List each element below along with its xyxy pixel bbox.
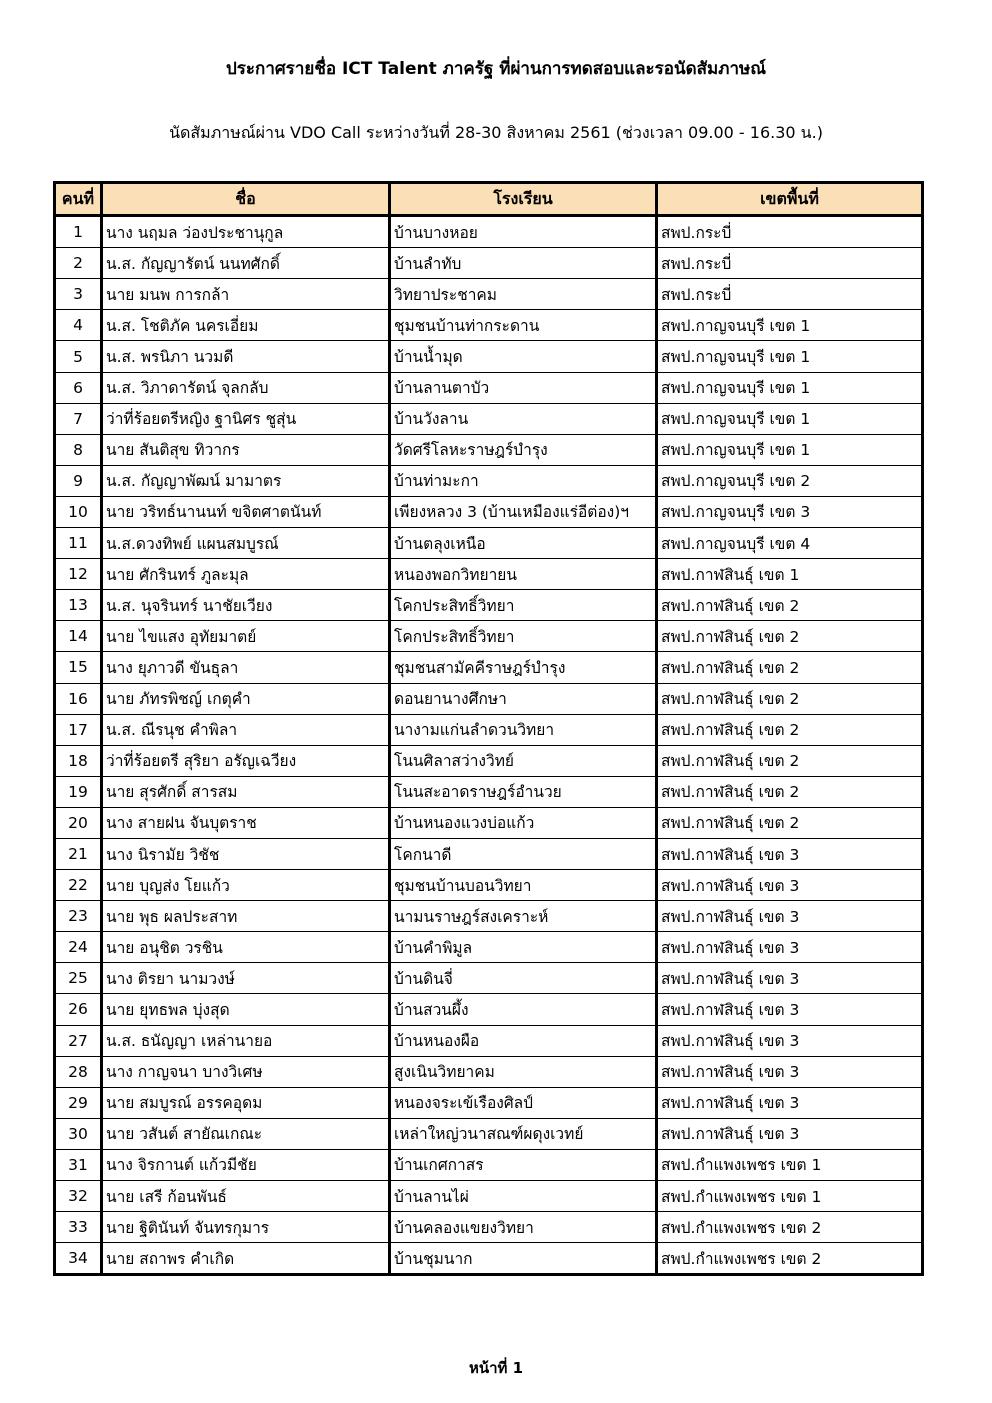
table-row (55, 1212, 923, 1243)
cell-school: วิทยาประชาคม (390, 279, 657, 310)
cell-area: สพป.กำแพงเพชร เขต 2 (657, 1212, 923, 1243)
cell-area: สพป.กาญจนบุรี เขต 1 (657, 434, 923, 465)
table-row (55, 1243, 923, 1275)
column-header-school: โรงเรียน (390, 183, 657, 216)
cell-area: สพป.กาฬสินธุ์ เขต 3 (657, 1087, 923, 1118)
cell-school: บ้านชุมนาก (390, 1243, 657, 1275)
cell-school: บ้านลำทับ (390, 248, 657, 279)
cell-number: 17 (55, 714, 102, 745)
cell-school: สูงเนินวิทยาคม (390, 1056, 657, 1087)
column-header-area: เขตพื้นที่ (657, 183, 923, 216)
cell-area: สพป.กาฬสินธุ์ เขต 2 (657, 621, 923, 652)
cell-name: นาย ศักรินทร์ ภูละมุล (102, 559, 390, 590)
cell-name: นาย ยุทธพล บุ่งสุด (102, 994, 390, 1025)
cell-name: นาย พุธ ผลประสาท (102, 901, 390, 932)
column-header-name: ชื่อ (102, 183, 390, 216)
cell-name: นาย เสรี ก้อนพันธ์ (102, 1181, 390, 1212)
cell-number: 28 (55, 1056, 102, 1087)
cell-number: 6 (55, 372, 102, 403)
cell-school: โคกประสิทธิ์วิทยา (390, 590, 657, 621)
table-row (55, 683, 923, 714)
cell-school: บ้านหนองแวงบ่อแก้ว (390, 807, 657, 838)
cell-area: สพป.กระบี่ (657, 248, 923, 279)
cell-area: สพป.กาฬสินธุ์ เขต 2 (657, 714, 923, 745)
cell-name: นาย ไขแสง อุทัยมาตย์ (102, 621, 390, 652)
cell-school: โนนศิลาสว่างวิทย์ (390, 745, 657, 776)
table-row (55, 776, 923, 807)
cell-area: สพป.กาฬสินธุ์ เขต 3 (657, 1056, 923, 1087)
cell-name: นาง ติรยา นามวงษ์ (102, 963, 390, 994)
table-row (55, 434, 923, 465)
cell-number: 29 (55, 1087, 102, 1118)
cell-school: บ้านเกศกาสร (390, 1149, 657, 1180)
table-row (55, 465, 923, 496)
cell-name: นาง ยุภาวดี ขันธุลา (102, 652, 390, 683)
column-header-number: คนที่ (55, 183, 102, 216)
cell-name: นาย บุญส่ง โยแก้ว (102, 870, 390, 901)
cell-school: ดอนยานางศึกษา (390, 683, 657, 714)
cell-name: น.ส. โชติภัค นครเอี่ยม (102, 310, 390, 341)
table-row (55, 1118, 923, 1149)
cell-number: 11 (55, 528, 102, 559)
cell-number: 16 (55, 683, 102, 714)
cell-school: บ้านวังลาน (390, 403, 657, 434)
table-row (55, 403, 923, 434)
table-row (55, 870, 923, 901)
cell-number: 20 (55, 807, 102, 838)
cell-number: 9 (55, 465, 102, 496)
table-row (55, 1025, 923, 1056)
cell-number: 31 (55, 1149, 102, 1180)
cell-name: นาย มนพ การกล้า (102, 279, 390, 310)
cell-area: สพป.กาฬสินธุ์ เขต 3 (657, 901, 923, 932)
cell-school: โนนสะอาดราษฎร์อำนวย (390, 776, 657, 807)
table-row (55, 807, 923, 838)
table-row (55, 714, 923, 745)
cell-school: บ้านน้ำมุด (390, 341, 657, 372)
cell-school: หนองจระเข้เรืองศิลป์ (390, 1087, 657, 1118)
cell-name: น.ส. กัญญารัตน์ นนทศักดิ์ (102, 248, 390, 279)
cell-name: น.ส. กัญญาพัฒน์ มามาตร (102, 465, 390, 496)
cell-name: นาง กาญจนา บางวิเศษ (102, 1056, 390, 1087)
cell-school: โคกประสิทธิ์วิทยา (390, 621, 657, 652)
table-row (55, 652, 923, 683)
cell-school: นางามแก่นลำดวนวิทยา (390, 714, 657, 745)
cell-school: เหล่าใหญ่วนาสณฑ์ผดุงเวทย์ (390, 1118, 657, 1149)
cell-area: สพป.กาฬสินธุ์ เขต 3 (657, 1118, 923, 1149)
cell-area: สพป.กาญจนบุรี เขต 4 (657, 528, 923, 559)
cell-name: นาย ฐิตินันท์ จันทรกุมาร (102, 1212, 390, 1243)
cell-name: น.ส. ธนัญญา เหล่านายอ (102, 1025, 390, 1056)
cell-area: สพป.กาฬสินธุ์ เขต 3 (657, 994, 923, 1025)
cell-area: สพป.กำแพงเพชร เขต 1 (657, 1181, 923, 1212)
cell-name: นาย สมบูรณ์ อรรคอุดม (102, 1087, 390, 1118)
table-row (55, 1181, 923, 1212)
cell-school: ชุมชนบ้านท่ากระดาน (390, 310, 657, 341)
table-row (55, 932, 923, 963)
cell-area: สพป.กระบี่ (657, 216, 923, 248)
cell-area: สพป.กาฬสินธุ์ เขต 2 (657, 652, 923, 683)
cell-area: สพป.กาญจนบุรี เขต 1 (657, 372, 923, 403)
cell-area: สพป.กาฬสินธุ์ เขต 3 (657, 870, 923, 901)
cell-number: 24 (55, 932, 102, 963)
table-row (55, 496, 923, 527)
table-row (55, 963, 923, 994)
table-row (55, 1056, 923, 1087)
cell-area: สพป.กาฬสินธุ์ เขต 2 (657, 745, 923, 776)
cell-number: 10 (55, 496, 102, 527)
cell-number: 8 (55, 434, 102, 465)
cell-school: เพียงหลวง 3 (บ้านเหมืองแร่อีต่อง)ฯ (390, 496, 657, 527)
cell-name: นาย ภัทรพิชญ์ เกตุคำ (102, 683, 390, 714)
cell-number: 12 (55, 559, 102, 590)
cell-name: น.ส.ดวงทิพย์ แผนสมบูรณ์ (102, 528, 390, 559)
cell-school: นามนราษฎร์สงเคราะห์ (390, 901, 657, 932)
table-row (55, 901, 923, 932)
cell-school: บ้านหนองผือ (390, 1025, 657, 1056)
cell-area: สพป.กาฬสินธุ์ เขต 3 (657, 838, 923, 869)
table-row (55, 559, 923, 590)
cell-number: 4 (55, 310, 102, 341)
cell-name: ว่าที่ร้อยตรีหญิง ฐานิศร ชูสุ่น (102, 403, 390, 434)
cell-number: 32 (55, 1181, 102, 1212)
cell-number: 3 (55, 279, 102, 310)
cell-name: นาย อนุชิต วรชิน (102, 932, 390, 963)
cell-school: โคกนาดี (390, 838, 657, 869)
cell-number: 5 (55, 341, 102, 372)
table-row (55, 745, 923, 776)
cell-name: นาง จิรกานต์ แก้วมีชัย (102, 1149, 390, 1180)
cell-area: สพป.กาฬสินธุ์ เขต 2 (657, 807, 923, 838)
cell-name: ว่าที่ร้อยตรี สุริยา อรัญเฉวียง (102, 745, 390, 776)
candidate-table (53, 181, 924, 1276)
cell-number: 21 (55, 838, 102, 869)
cell-name: นาย สถาพร คำเกิด (102, 1243, 390, 1275)
table-row (55, 216, 923, 248)
cell-school: วัดศรีโลหะราษฎร์บำรุง (390, 434, 657, 465)
table-row (55, 279, 923, 310)
cell-school: ชุมชนบ้านบอนวิทยา (390, 870, 657, 901)
cell-name: น.ส. พรนิภา นวมดี (102, 341, 390, 372)
cell-school: บ้านคลองแขยงวิทยา (390, 1212, 657, 1243)
cell-number: 22 (55, 870, 102, 901)
cell-number: 23 (55, 901, 102, 932)
cell-school: หนองพอกวิทยายน (390, 559, 657, 590)
table-row (55, 341, 923, 372)
cell-number: 18 (55, 745, 102, 776)
table-row (55, 528, 923, 559)
cell-name: น.ส. ณีรนุช คำพิลา (102, 714, 390, 745)
cell-number: 34 (55, 1243, 102, 1275)
cell-number: 13 (55, 590, 102, 621)
cell-area: สพป.กาฬสินธุ์ เขต 3 (657, 932, 923, 963)
cell-name: น.ส. นุจรินทร์ นาชัยเวียง (102, 590, 390, 621)
cell-school: บ้านบางหอย (390, 216, 657, 248)
cell-number: 15 (55, 652, 102, 683)
cell-name: นาย วสันต์ สายัณเกณะ (102, 1118, 390, 1149)
cell-number: 26 (55, 994, 102, 1025)
table-row (55, 310, 923, 341)
cell-school: บ้านลานตาบัว (390, 372, 657, 403)
cell-number: 14 (55, 621, 102, 652)
table-row (55, 372, 923, 403)
cell-school: ชุมชนสามัคคีราษฎร์บำรุง (390, 652, 657, 683)
cell-area: สพป.กาฬสินธุ์ เขต 3 (657, 963, 923, 994)
cell-name: นาย วริทธ์นานนท์ ขจิตศาตนันท์ (102, 496, 390, 527)
cell-school: บ้านดินจี่ (390, 963, 657, 994)
table-row (55, 590, 923, 621)
cell-area: สพป.กาฬสินธุ์ เขต 3 (657, 1025, 923, 1056)
cell-school: บ้านคำพิมูล (390, 932, 657, 963)
cell-area: สพป.กาฬสินธุ์ เขต 2 (657, 683, 923, 714)
cell-area: สพป.กาฬสินธุ์ เขต 2 (657, 590, 923, 621)
cell-school: บ้านตลุงเหนือ (390, 528, 657, 559)
cell-area: สพป.กาญจนบุรี เขต 1 (657, 341, 923, 372)
cell-school: บ้านสวนผึ้ง (390, 994, 657, 1025)
cell-area: สพป.กาญจนบุรี เขต 3 (657, 496, 923, 527)
cell-area: สพป.กาญจนบุรี เขต 1 (657, 310, 923, 341)
cell-area: สพป.กาญจนบุรี เขต 2 (657, 465, 923, 496)
table-header-row (55, 183, 923, 216)
cell-number: 7 (55, 403, 102, 434)
cell-area: สพป.กำแพงเพชร เขต 2 (657, 1243, 923, 1275)
cell-name: นาย สุรศักดิ์ สารสม (102, 776, 390, 807)
cell-name: นาง สายฝน จันบุตราช (102, 807, 390, 838)
table-row (55, 838, 923, 869)
table-row (55, 994, 923, 1025)
cell-number: 27 (55, 1025, 102, 1056)
cell-number: 25 (55, 963, 102, 994)
cell-name: นาง นฤมล ว่องประชานุกูล (102, 216, 390, 248)
cell-name: นาง นิรามัย วิชัช (102, 838, 390, 869)
cell-area: สพป.กาฬสินธุ์ เขต 1 (657, 559, 923, 590)
document-subtitle: นัดสัมภาษณ์ผ่าน VDO Call ระหว่างวันที่ 28-30 สิงหาคม 2561 (ช่วงเวลา 09.00 - 16.30 น.) (169, 123, 823, 142)
cell-area: สพป.กาญจนบุรี เขต 1 (657, 403, 923, 434)
cell-number: 2 (55, 248, 102, 279)
cell-number: 1 (55, 216, 102, 248)
table-row (55, 248, 923, 279)
cell-name: นาย สันติสุข ทิวากร (102, 434, 390, 465)
page-number: หน้าที่ 1 (468, 1359, 524, 1377)
table-row (55, 621, 923, 652)
cell-school: บ้านท่ามะกา (390, 465, 657, 496)
cell-area: สพป.กำแพงเพชร เขต 1 (657, 1149, 923, 1180)
cell-area: สพป.กระบี่ (657, 279, 923, 310)
table-row (55, 1087, 923, 1118)
cell-number: 33 (55, 1212, 102, 1243)
cell-area: สพป.กาฬสินธุ์ เขต 2 (657, 776, 923, 807)
table-row (55, 1149, 923, 1180)
document-title: ประกาศรายชื่อ ICT Talent ภาครัฐ ที่ผ่านการทดสอบและรอนัดสัมภาษณ์ (226, 59, 766, 79)
cell-name: น.ส. วิภาดารัตน์ จุลกลับ (102, 372, 390, 403)
cell-number: 30 (55, 1118, 102, 1149)
cell-number: 19 (55, 776, 102, 807)
cell-school: บ้านลานไผ่ (390, 1181, 657, 1212)
